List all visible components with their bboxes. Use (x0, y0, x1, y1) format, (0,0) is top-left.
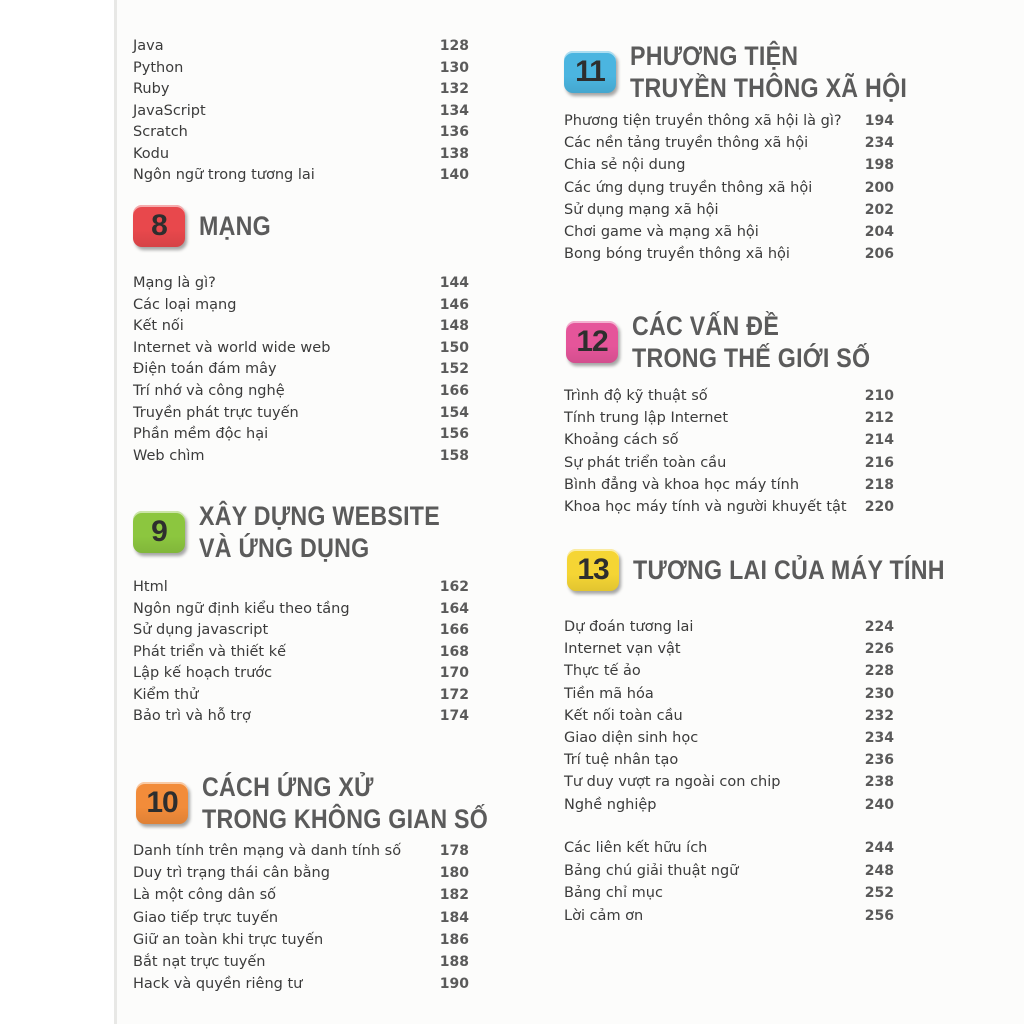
toc-entry-title: Giữ an toàn khi trực tuyến (133, 932, 324, 948)
toc-entry-page-number: 148 (439, 318, 469, 334)
toc-entry-title: Kiểm thử (133, 687, 199, 703)
toc-entry (564, 385, 894, 407)
chapter-12-heading (566, 310, 909, 374)
toc-entry-page-number: 194 (864, 113, 894, 129)
toc-entry (133, 272, 469, 294)
toc-entry-title: Chia sẻ nội dung (564, 157, 686, 173)
page-margin (0, 0, 114, 1024)
chapter-10-title (202, 771, 488, 835)
toc-entry-page-number: 134 (439, 103, 469, 119)
toc-entry (564, 905, 894, 927)
toc-entry-page-number: 130 (439, 60, 469, 76)
toc-entry (564, 616, 894, 638)
chapter-title-line: XÂY DỰNG WEBSITE (199, 501, 441, 531)
chapter-title-line: TRONG KHÔNG GIAN SỐ (202, 804, 489, 834)
toc-entry (564, 749, 894, 771)
toc-entry-page-number: 252 (864, 885, 894, 901)
toc-entry (133, 884, 469, 906)
toc-entry (564, 638, 894, 660)
toc-entry-page-number: 164 (439, 601, 469, 617)
toc-entry-title: Các nền tảng truyền thông xã hội (564, 135, 809, 151)
toc-entry (564, 771, 894, 793)
toc-entry-page-number: 248 (864, 863, 894, 879)
toc-entry (133, 35, 469, 57)
toc-entry (133, 598, 469, 620)
toc-entry-title: Hack và quyền riêng tư (133, 976, 303, 992)
toc-entry-page-number: 170 (439, 665, 469, 681)
chapter-11-badge: 11 (564, 51, 616, 93)
toc-entry-page-number: 184 (439, 910, 469, 926)
toc-entry (564, 860, 894, 882)
toc-entry-page-number: 232 (864, 708, 894, 724)
toc-entry-title: Giao diện sinh học (564, 730, 699, 746)
toc-entry-title: Lập kế hoạch trước (133, 665, 273, 681)
toc-entry-title: Điện toán đám mây (133, 361, 277, 377)
toc-entry-title: Khoảng cách số (564, 432, 679, 448)
toc-entry-page-number: 234 (864, 135, 894, 151)
toc-entry-page-number: 140 (439, 167, 469, 183)
chapter-9-title (199, 500, 440, 564)
chapter-title-line: TRUYỀN THÔNG XÃ HỘI (630, 73, 908, 103)
toc-entry-page-number: 220 (864, 499, 894, 515)
toc-entry-page-number: 200 (864, 180, 894, 196)
toc-entry-page-number: 240 (864, 797, 894, 813)
toc-entry-title: Ngôn ngữ định kiểu theo tầng (133, 601, 350, 617)
toc-entry-title: Dự đoán tương lai (564, 619, 694, 635)
chapter-13-badge: 13 (567, 549, 619, 591)
toc-entry-page-number: 212 (864, 410, 894, 426)
chapter-title-line: VÀ ỨNG DỤNG (199, 533, 370, 563)
toc-entry (133, 907, 469, 929)
toc-entry-page-number: 234 (864, 730, 894, 746)
toc-entry-page-number: 206 (864, 246, 894, 262)
chapter-11-heading (564, 40, 952, 104)
toc-entry-page-number: 256 (864, 908, 894, 924)
toc-entry (133, 143, 469, 165)
toc-entry-title: Ngôn ngữ trong tương lai (133, 167, 315, 183)
toc-entry (133, 57, 469, 79)
toc-entry (564, 110, 894, 132)
toc-entry (133, 929, 469, 951)
toc-entry (133, 619, 469, 641)
toc-entry-title: Phần mềm độc hại (133, 426, 269, 442)
chapter-8-heading (133, 205, 283, 247)
toc-entry (133, 358, 469, 380)
chapter-12-title (632, 310, 870, 374)
toc-entry-page-number: 144 (439, 275, 469, 291)
toc-entry-page-number: 174 (439, 708, 469, 724)
toc-entry (564, 496, 894, 518)
toc-entry-title: Tư duy vượt ra ngoài con chip (564, 774, 781, 790)
toc-entry (133, 164, 469, 186)
toc-entry-title: Ruby (133, 81, 170, 97)
toc-entry-title: Các liên kết hữu ích (564, 840, 708, 856)
toc-entry-page-number: 154 (439, 405, 469, 421)
chapter-9-badge: 9 (133, 511, 185, 553)
toc-entry (133, 973, 469, 995)
toc-entry-title: Internet vạn vật (564, 641, 681, 657)
chapter-10-badge: 10 (136, 782, 188, 824)
toc-entry (564, 429, 894, 451)
toc-entry (133, 423, 469, 445)
toc-entry-page-number: 188 (439, 954, 469, 970)
toc-entry-title: Tiền mã hóa (564, 686, 654, 702)
toc-entry-page-number: 136 (439, 124, 469, 140)
toc-entry-page-number: 236 (864, 752, 894, 768)
toc-entry-page-number: 228 (864, 663, 894, 679)
toc-entry-page-number: 158 (439, 448, 469, 464)
toc-entry (564, 452, 894, 474)
chapter-12-badge: 12 (566, 321, 618, 363)
toc-entry-page-number: 190 (439, 976, 469, 992)
toc-entry-title: Trí nhớ và công nghệ (133, 383, 285, 399)
toc-entry (564, 132, 894, 154)
toc-entry (133, 576, 469, 598)
chapter-10-heading (136, 771, 535, 835)
toc-entry (133, 684, 469, 706)
toc-entry-title: Truyền phát trực tuyến (133, 405, 299, 421)
toc-entry-title: Lời cảm ơn (564, 908, 644, 924)
chapter-13-title (633, 554, 945, 586)
chapter-title-line: MẠNG (199, 211, 271, 241)
toc-entry-title: Bảng chỉ mục (564, 885, 663, 901)
toc-entry (133, 402, 469, 424)
toc-entry-page-number: 150 (439, 340, 469, 356)
toc-entry-title: Bảo trì và hỗ trợ (133, 708, 251, 724)
toc-entry-title: Sự phát triển toàn cầu (564, 455, 727, 471)
toc-entry-page-number: 166 (439, 383, 469, 399)
toc-entry-title: Nghề nghiệp (564, 797, 657, 813)
toc-entry-page-number: 218 (864, 477, 894, 493)
toc-entry (133, 445, 469, 467)
toc-entry-title: Chơi game và mạng xã hội (564, 224, 759, 240)
toc-entry-page-number: 202 (864, 202, 894, 218)
toc-entry-page-number: 182 (439, 887, 469, 903)
toc-entry-title: Là một công dân số (133, 887, 277, 903)
toc-entry (564, 837, 894, 859)
toc-entry (564, 683, 894, 705)
toc-entry-page-number: 138 (439, 146, 469, 162)
toc-entry-title: Bảng chú giải thuật ngữ (564, 863, 739, 879)
toc-entry-title: Python (133, 60, 184, 76)
toc-entry (133, 294, 469, 316)
toc-entry-page-number: 230 (864, 686, 894, 702)
toc-entry-title: Kết nối toàn cầu (564, 708, 683, 724)
toc-entry-title: Java (133, 38, 164, 54)
toc-entry-page-number: 162 (439, 579, 469, 595)
toc-entry-page-number: 210 (864, 388, 894, 404)
chapter-8-title (199, 210, 271, 242)
toc-entry (133, 705, 469, 727)
toc-entry-title: Bình đẳng và khoa học máy tính (564, 477, 800, 493)
toc-entry (564, 882, 894, 904)
toc-entry-page-number: 198 (864, 157, 894, 173)
chapter-8-badge: 8 (133, 205, 185, 247)
toc-entry (564, 243, 894, 265)
toc-entry (133, 840, 469, 862)
toc-entry-page-number: 186 (439, 932, 469, 948)
toc-entry-title: Phương tiện truyền thông xã hội là gì? (564, 113, 842, 129)
toc-entry (564, 407, 894, 429)
toc-entry-title: Khoa học máy tính và người khuyết tật (564, 499, 847, 515)
toc-entry-page-number: 172 (439, 687, 469, 703)
toc-entry (133, 662, 469, 684)
toc-entry-page-number: 224 (864, 619, 894, 635)
page-spine (114, 0, 117, 1024)
chapter-11-title (630, 40, 907, 104)
toc-entry-page-number: 214 (864, 432, 894, 448)
toc-entry-page-number: 166 (439, 622, 469, 638)
toc-entry (133, 862, 469, 884)
toc-entry (564, 794, 894, 816)
toc-entry (564, 199, 894, 221)
toc-entry (564, 154, 894, 176)
toc-entry (564, 474, 894, 496)
toc-entry-title: Web chìm (133, 448, 205, 464)
toc-entry-page-number: 180 (439, 865, 469, 881)
toc-entry-title: Bắt nạt trực tuyến (133, 954, 266, 970)
toc-entry-page-number: 216 (864, 455, 894, 471)
toc-entry (133, 100, 469, 122)
toc-entry-page-number: 132 (439, 81, 469, 97)
toc-entry-page-number: 146 (439, 297, 469, 313)
chapter-title-line: PHƯƠNG TIỆN (630, 41, 799, 71)
toc-entry (564, 660, 894, 682)
chapter-title-line: CÁCH ỨNG XỬ (202, 772, 374, 802)
toc-entry-page-number: 244 (864, 840, 894, 856)
toc-entry (133, 315, 469, 337)
toc-entry-title: Thực tế ảo (564, 663, 641, 679)
toc-entry-title: Kodu (133, 146, 170, 162)
toc-entry-page-number: 152 (439, 361, 469, 377)
toc-entry (133, 641, 469, 663)
toc-entry-title: Duy trì trạng thái cân bằng (133, 865, 330, 881)
toc-entry-page-number: 128 (439, 38, 469, 54)
toc-entry-page-number: 168 (439, 644, 469, 660)
toc-entry-title: Sử dụng mạng xã hội (564, 202, 719, 218)
toc-entry-title: JavaScript (133, 103, 206, 119)
chapter-9-heading (133, 500, 479, 564)
toc-entry-title: Scratch (133, 124, 188, 140)
toc-entry-title: Trí tuệ nhân tạo (564, 752, 679, 768)
toc-entry-title: Các loại mạng (133, 297, 237, 313)
toc-entry-page-number: 178 (439, 843, 469, 859)
toc-entry (133, 121, 469, 143)
chapter-13-heading (567, 549, 996, 591)
toc-entry-title: Sử dụng javascript (133, 622, 269, 638)
toc-entry-title: Internet và world wide web (133, 340, 331, 356)
toc-entry (133, 951, 469, 973)
toc-entry-page-number: 204 (864, 224, 894, 240)
toc-entry (564, 177, 894, 199)
toc-entry-title: Html (133, 579, 168, 595)
toc-entry-title: Các ứng dụng truyền thông xã hội (564, 180, 813, 196)
toc-entry-page-number: 226 (864, 641, 894, 657)
toc-entry (133, 380, 469, 402)
toc-entry (133, 78, 469, 100)
toc-entry (564, 727, 894, 749)
toc-entry-title: Tính trung lập Internet (564, 410, 729, 426)
toc-entry-page-number: 156 (439, 426, 469, 442)
toc-entry (564, 221, 894, 243)
toc-entry (133, 337, 469, 359)
toc-entry-title: Bong bóng truyền thông xã hội (564, 246, 790, 262)
toc-entry (564, 705, 894, 727)
toc-entry-title: Danh tính trên mạng và danh tính số (133, 843, 402, 859)
toc-entry-title: Kết nối (133, 318, 184, 334)
chapter-title-line: TRONG THẾ GIỚI SỐ (632, 343, 871, 373)
toc-entry-page-number: 238 (864, 774, 894, 790)
toc-entry-title: Trình độ kỹ thuật số (564, 388, 708, 404)
toc-entry-title: Giao tiếp trực tuyến (133, 910, 279, 926)
chapter-title-line: CÁC VẤN ĐỀ (632, 311, 780, 341)
toc-entry-title: Mạng là gì? (133, 275, 216, 291)
toc-entry-title: Phát triển và thiết kế (133, 644, 287, 660)
chapter-title-line: TƯƠNG LAI CỦA MÁY TÍNH (633, 555, 945, 585)
